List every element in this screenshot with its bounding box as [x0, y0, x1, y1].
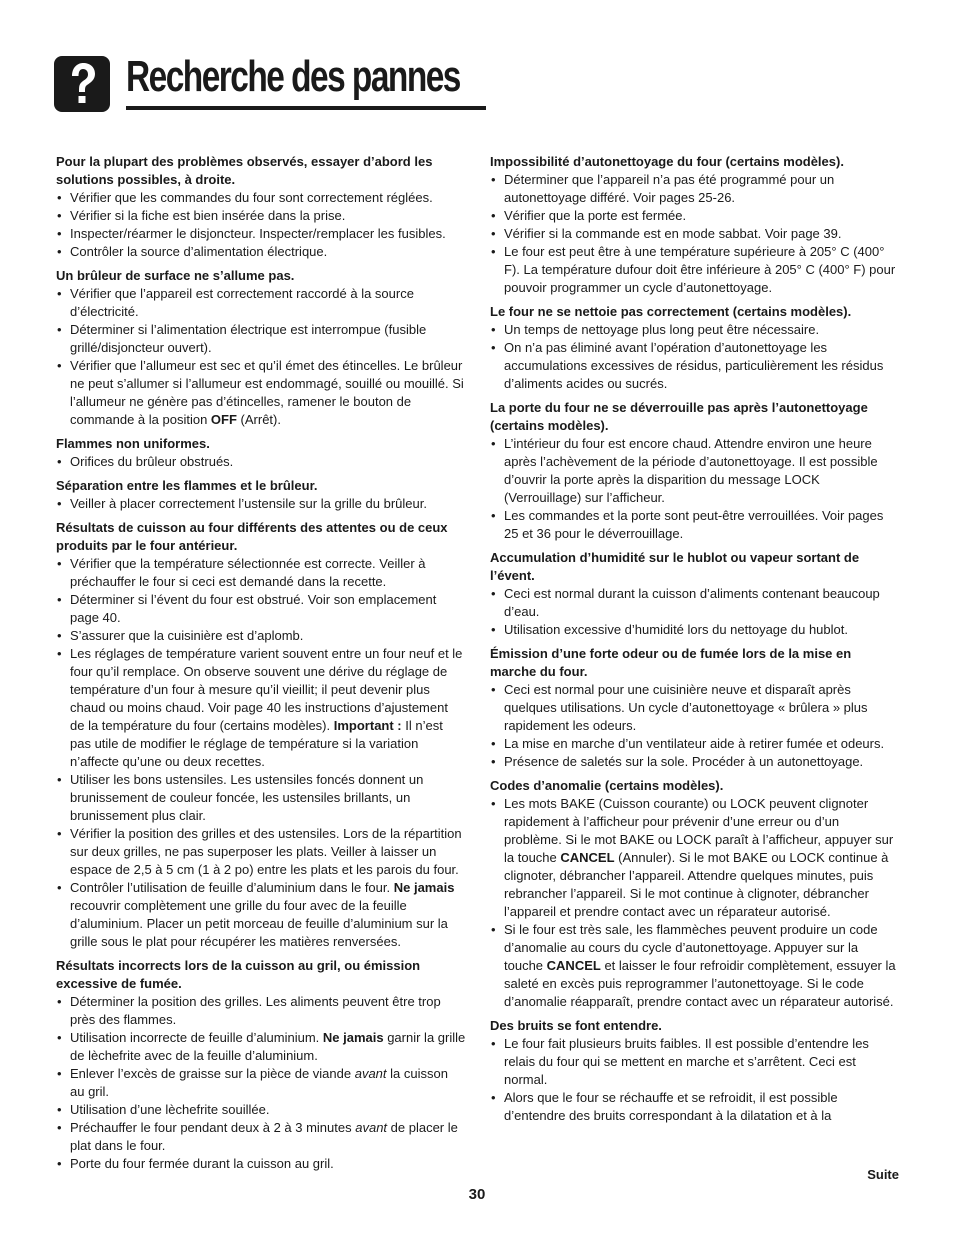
troubleshooting-section — [490, 153, 900, 297]
section-heading: Flammes non uniformes. — [56, 436, 210, 451]
item-text: Déterminer que l’appareil n’a pas été programmé pour un autonettoyage différé. Voir pages 25-26. — [504, 172, 835, 205]
troubleshooting-section — [56, 957, 466, 1173]
solution-item — [56, 879, 466, 951]
troubleshooting-section — [490, 777, 900, 1011]
solution-item — [56, 555, 466, 591]
section-heading: Résultats de cuisson au four différents des attentes ou de ceux produits par le four antérieur. — [56, 520, 448, 553]
solution-item — [490, 795, 900, 921]
item-text: Présence de saletés sur la sole. Procéder à un autonettoyage. — [504, 754, 864, 769]
troubleshooting-section — [490, 399, 900, 543]
solution-item — [56, 321, 466, 357]
item-text: Alors que le four se réchauffe et se refroidit, il est possible d’entendre des bruits correspondant à la dilatation et à la — [504, 1090, 838, 1123]
solution-item — [56, 285, 466, 321]
solution-list — [490, 171, 900, 297]
solution-list — [56, 189, 466, 261]
emphasis-bold: CANCEL — [560, 850, 615, 865]
solution-list — [490, 585, 900, 639]
troubleshooting-section — [56, 267, 466, 429]
item-text: Les réglages de température varient souvent entre un four neuf et le four qu’il remplace. On observe souvent une dérive du réglage de température d’un four à mesure qu’il vieillit; il peut devenir plus chaud ou moins chaud. Voir page 40 les instructions d’ajustement de la température du four (certains modèles). — [70, 646, 463, 733]
section-heading: Résultats incorrects lors de la cuisson au gril, ou émission excessive de fumée. — [56, 958, 421, 991]
section-heading: Des bruits se font entendre. — [490, 1018, 662, 1033]
emphasis-italic: avant — [355, 1120, 388, 1135]
item-text: Vérifier si la commande est en mode sabbat. Voir page 39. — [504, 226, 842, 241]
section-heading: Séparation entre les flammes et le brûleur. — [56, 478, 318, 493]
section-heading: Un brûleur de surface ne s’allume pas. — [56, 268, 295, 283]
item-text: garnir la grille de lèchefrite avec de la feuille d’aluminium. — [70, 1030, 466, 1063]
item-text: la cuisson au gril. — [70, 1066, 448, 1099]
solution-list — [56, 555, 466, 951]
item-text: Vérifier si la fiche est bien insérée dans la prise. — [70, 208, 346, 223]
item-text: Ceci est normal durant la cuisson d’aliments contenant beaucoup d’eau. — [504, 586, 880, 619]
solution-item — [490, 321, 900, 339]
continued-label: Suite — [867, 1167, 899, 1182]
item-text: Vérifier que les commandes du four sont correctement réglées. — [70, 190, 433, 205]
item-text: Les mots BAKE (Cuisson courante) ou LOCK peuvent clignoter rapidement à l’afficheur pour prévenir d’une erreur ou d’un problème. Si le mot BAKE ou LOCK paraît à l’afficheur, appuyer sur la touche — [504, 796, 894, 865]
emphasis-bold: Ne jamais — [322, 1030, 384, 1045]
solution-item — [490, 435, 900, 507]
item-text: recouvrir complètement une grille du four avec de la feuille d’aluminium. Placer un petit morceau de feuille d’aluminium sur la grille sous le plat pour récupérer les matières renversées. — [70, 898, 448, 949]
item-text: La mise en marche d’un ventilateur aide à retirer fumée et odeurs. — [504, 736, 885, 751]
section-heading: Émission d’une forte odeur ou de fumée lors de la mise en marche du four. — [490, 646, 852, 679]
item-text: Il n’est pas utile de modifier le réglage de température si la variation n’affecte qu’une ou deux recettes. — [70, 718, 443, 769]
solution-item — [490, 225, 900, 243]
item-text: Enlever l’excès de graisse sur la pièce de viande — [70, 1066, 355, 1081]
item-text: et laisser le four refroidir complètement, essuyer la saleté en excès puis reprogrammer l’autonettoyage. Si le code d’anomalie réapparaît, prendre contact avec un réparateur autorisé. — [504, 958, 896, 1009]
item-text: Un temps de nettoyage plus long peut être nécessaire. — [504, 322, 820, 337]
item-text: Inspecter/réarmer le disjoncteur. Inspecter/remplacer les fusibles. — [70, 226, 446, 241]
emphasis-bold: CANCEL — [546, 958, 601, 973]
solution-item — [490, 207, 900, 225]
troubleshooting-section — [56, 519, 466, 951]
solution-list — [490, 681, 900, 771]
solution-list — [56, 993, 466, 1173]
solution-item — [490, 585, 900, 621]
item-text: (Annuler). Si le mot BAKE ou LOCK continue à clignoter, débrancher l’appareil. Attendre quelques minutes, puis rebrancher l’appareil. Si le mot continue à clignoter, débrancher l’appareil et prendre contact avec un réparateur autorisé. — [504, 850, 889, 919]
solution-item — [56, 189, 466, 207]
solution-item — [56, 1119, 466, 1155]
item-text: Préchauffer le four pendant deux à 2 à 3 minutes — [70, 1120, 356, 1135]
troubleshooting-section — [490, 303, 900, 393]
solution-item — [490, 681, 900, 735]
troubleshooting-section — [490, 549, 900, 639]
solution-item — [56, 591, 466, 627]
solution-item — [56, 825, 466, 879]
emphasis-bold: Important : — [333, 718, 402, 733]
item-text: Vérifier que l’appareil est correctement raccordé à la source d’électricité. — [70, 286, 414, 319]
item-text: Utilisation d’une lèchefrite souillée. — [70, 1102, 270, 1117]
item-text: Contrôler la source d’alimentation électrique. — [70, 244, 328, 259]
solution-list — [490, 1035, 900, 1125]
section-heading: Accumulation d’humidité sur le hublot ou vapeur sortant de l’évent. — [490, 550, 860, 583]
solution-item — [490, 735, 900, 753]
solution-item — [490, 753, 900, 771]
item-text: Utilisation excessive d’humidité lors du nettoyage du hublot. — [504, 622, 848, 637]
item-text: Vérifier que l’allumeur est sec et qu’il émet des étincelles. Le brûleur ne peut s’allumer si l’allumeur est endommagé, souillé ou mouillé. Si l’allumeur ne génère pas d’étincelles, ramener le bouton de commande à la position — [70, 358, 464, 427]
solution-item — [56, 627, 466, 645]
item-text: Utilisation incorrecte de feuille d’aluminium. — [70, 1030, 323, 1045]
solution-list — [490, 321, 900, 393]
item-text: Le four est peut être à une température supérieure à 205° C (400° F). La température dufour doit être inférieure à 205° C (400° F) pour pouvoir programmer un cycle d’autonettoyage. — [504, 244, 896, 295]
section-heading: Pour la plupart des problèmes observés, essayer d’abord les solutions possibles, à droite. — [56, 154, 433, 187]
item-text: Orifices du brûleur obstrués. — [70, 454, 234, 469]
section-heading: La porte du four ne se déverrouille pas après l’autonettoyage (certains modèles). — [490, 400, 868, 433]
item-text: Les commandes et la porte sont peut-être verrouillées. Voir pages 25 et 36 pour le déverrouillage. — [504, 508, 884, 541]
solution-item — [490, 1089, 900, 1125]
item-text: de placer le plat dans le four. — [70, 1120, 458, 1153]
item-text: Veiller à placer correctement l’ustensile sur la grille du brûleur. — [70, 496, 427, 511]
item-text: Vérifier que la porte est fermée. — [504, 208, 687, 223]
item-text: (Arrêt). — [236, 412, 281, 427]
item-text: Porte du four fermée durant la cuisson au gril. — [70, 1156, 334, 1171]
item-text: Le four fait plusieurs bruits faibles. Il est possible d’entendre les relais du four qui se mettent en marche et s’arrêtent. Ceci est normal. — [504, 1036, 869, 1087]
solution-list — [56, 453, 466, 471]
item-text: Si le four est très sale, les flammèches peuvent produire un code d’anomalie au cours du cycle d’autonettoyage. Appuyer sur la touche — [504, 922, 878, 973]
item-text: Utiliser les bons ustensiles. Les ustensiles foncés donnent un brunissement de couleur foncée, les ustensiles brillants, un brunissement plus clair. — [70, 772, 424, 823]
solution-item — [56, 1101, 466, 1119]
troubleshooting-section — [490, 1017, 900, 1125]
question-mark-icon — [54, 56, 110, 112]
left-column — [56, 153, 466, 1179]
section-heading: Le four ne se nettoie pas correctement (certains modèles). — [490, 304, 852, 319]
solution-item — [56, 357, 466, 429]
solution-item — [56, 1065, 466, 1101]
section-heading: Codes d’anomalie (certains modèles). — [490, 778, 724, 793]
right-column — [490, 153, 900, 1131]
solution-item — [56, 225, 466, 243]
item-text: Contrôler l’utilisation de feuille d’aluminium dans le four. — [70, 880, 394, 895]
solution-item — [56, 207, 466, 225]
item-text: Déterminer si l’alimentation électrique est interrompue (fusible grillé/disjoncteur ouvert). — [70, 322, 427, 355]
item-text: L’intérieur du four est encore chaud. Attendre environ une heure après l’achèvement de la période d’autonettoyage. Il est possible d’ouvrir la porte après la disparition du message LOCK (Verrouillage) sur l’afficheur. — [504, 436, 878, 505]
emphasis-bold: Ne jamais — [393, 880, 455, 895]
emphasis-bold: OFF — [210, 412, 237, 427]
solution-item — [490, 243, 900, 297]
solution-item — [56, 1155, 466, 1173]
title-underline — [126, 106, 486, 110]
item-text: Déterminer si l’évent du four est obstrué. Voir son emplacement page 40. — [70, 592, 437, 625]
solution-item — [56, 993, 466, 1029]
solution-item — [490, 171, 900, 207]
item-text: Vérifier que la température sélectionnée est correcte. Veiller à préchauffer le four si ceci est demandé dans la recette. — [70, 556, 426, 589]
troubleshooting-section — [56, 153, 466, 261]
page-number: 30 — [468, 1186, 486, 1203]
item-text: S’assurer que la cuisinière est d’aplomb. — [70, 628, 304, 643]
solution-list — [490, 435, 900, 543]
solution-item — [56, 1029, 466, 1065]
solution-item — [56, 243, 466, 261]
solution-item — [490, 507, 900, 543]
solution-list — [490, 795, 900, 1011]
page-header — [54, 54, 486, 112]
item-text: Vérifier la position des grilles et des ustensiles. Lors de la répartition sur deux grilles, ne pas superposer les plats. Veiller à laisser un espace de 2,5 à 5 cm (1 à 2 po) entre les plats et les parois du four. — [70, 826, 462, 877]
troubleshooting-section — [56, 435, 466, 471]
solution-item — [490, 621, 900, 639]
troubleshooting-section — [56, 477, 466, 513]
section-heading: Impossibilité d’autonettoyage du four (certains modèles). — [490, 154, 844, 169]
solution-list — [56, 495, 466, 513]
item-text: Déterminer la position des grilles. Les aliments peuvent être trop près des flammes. — [70, 994, 441, 1027]
solution-list — [56, 285, 466, 429]
emphasis-italic: avant — [354, 1066, 387, 1081]
item-text: Ceci est normal pour une cuisinière neuve et disparaît après quelques utilisations. Un cycle d’autonettoyage « brûlera » plus rapidement les odeurs. — [504, 682, 868, 733]
troubleshooting-section — [490, 645, 900, 771]
item-text: On n’a pas éliminé avant l’opération d’autonettoyage les accumulations excessives de résidus, particulièrement les résidus d’aliments acides ou sucrés. — [504, 340, 884, 391]
solution-item — [490, 921, 900, 1011]
solution-item — [56, 495, 466, 513]
solution-item — [490, 1035, 900, 1089]
solution-item — [56, 771, 466, 825]
solution-item — [490, 339, 900, 393]
solution-item — [56, 453, 466, 471]
solution-item — [56, 645, 466, 771]
page-title: Recherche des pannes — [126, 52, 460, 101]
